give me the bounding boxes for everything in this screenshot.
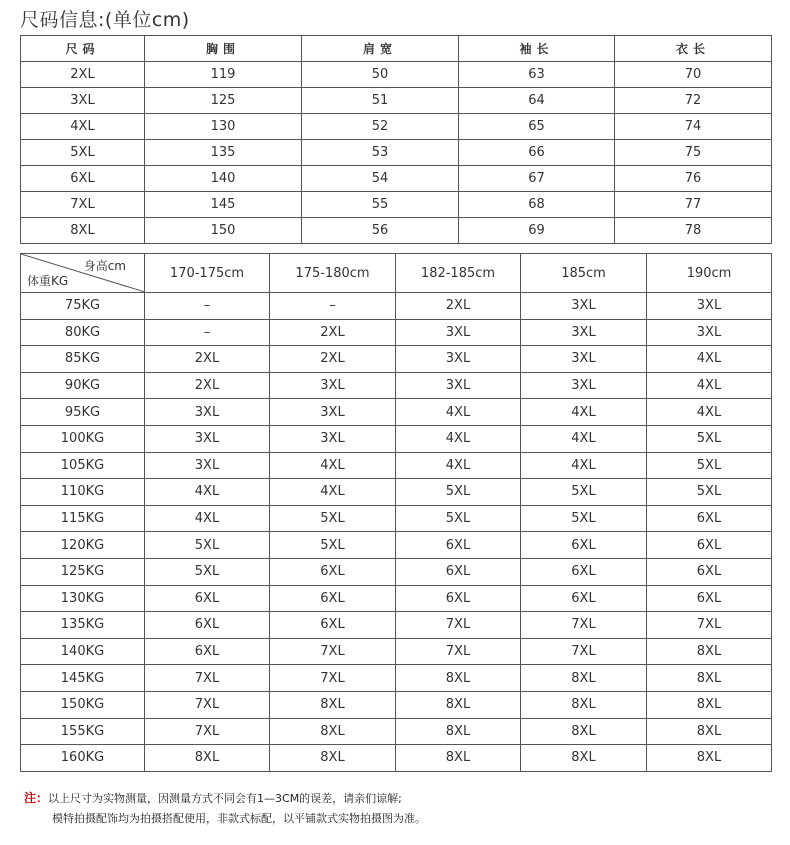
table-cell: 6XL [647,558,772,585]
table-row [21,638,772,665]
note-line-1 [24,789,402,806]
page-title: 尺码信息:(单位cm) [20,9,190,31]
table-cell: 3XL [647,293,772,320]
table-cell: 6XL [145,612,270,639]
table-cell: 8XL [521,718,647,745]
table-row [21,140,772,166]
table-row [21,372,772,399]
table-row [21,88,772,114]
table-cell: 5XL [647,452,772,479]
table-cell: 5XL [145,532,270,559]
table-cell: 150 [145,218,302,244]
table-cell: 90KG [21,372,145,399]
table-cell: 2XL [21,62,145,88]
table-cell: 105KG [21,452,145,479]
table-cell: 110KG [21,479,145,506]
table-cell: 4XL [521,452,647,479]
table-cell: 95KG [21,399,145,426]
table-cell: 8XL [396,718,521,745]
table-cell: 77 [615,192,772,218]
table-cell: 5XL [396,505,521,532]
table-cell: 7XL [521,638,647,665]
table-cell: 2XL [145,372,270,399]
table-cell: 2XL [270,319,396,346]
table-cell: 4XL [521,399,647,426]
table-cell: 5XL [21,140,145,166]
table-cell: 7XL [145,718,270,745]
table-cell: 4XL [145,505,270,532]
table-row [21,293,772,320]
header-sleeve: 袖长 [459,36,615,62]
note-line-2 [52,810,426,826]
header-height-range: 170-175cm [145,254,270,293]
table-cell: 8XL [270,718,396,745]
table-cell: 3XL [145,452,270,479]
table-cell: 4XL [647,372,772,399]
table-cell: 7XL [270,665,396,692]
table-cell: 85KG [21,346,145,373]
table-cell: 6XL [521,532,647,559]
table-cell: – [270,293,396,320]
table-row [21,166,772,192]
table-cell: 8XL [647,718,772,745]
table-cell: 4XL [396,425,521,452]
table-cell: 130 [145,114,302,140]
table-cell: 4XL [21,114,145,140]
corner-header-cell [21,254,145,293]
table-cell: 4XL [521,425,647,452]
table-cell: 7XL [521,612,647,639]
table-row [21,319,772,346]
table-cell: 8XL [647,745,772,772]
header-height-range: 190cm [647,254,772,293]
table-cell: 6XL [396,585,521,612]
table-cell: 8XL [21,218,145,244]
table-cell: 78 [615,218,772,244]
table-cell: 3XL [396,372,521,399]
table-cell: 6XL [521,558,647,585]
table-cell: 155KG [21,718,145,745]
table-cell: 3XL [270,425,396,452]
table-cell: 135KG [21,612,145,639]
table-cell: 50 [302,62,459,88]
note-text-2: 模特拍摄配饰均为拍摄搭配使用，非款式标配，以平铺款式实物拍摄图为准。 [52,812,426,825]
rec-table-header-row [21,254,772,293]
table-cell: 3XL [521,372,647,399]
table-cell: 53 [302,140,459,166]
table-cell: 140KG [21,638,145,665]
table-cell: 115KG [21,505,145,532]
table-cell: 145 [145,192,302,218]
table-row [21,558,772,585]
table-cell: 6XL [270,612,396,639]
table-cell: 7XL [145,691,270,718]
table-row [21,192,772,218]
table-row [21,585,772,612]
weight-axis-label: 体重KG [27,274,69,288]
table-cell: 6XL [145,638,270,665]
table-cell: 8XL [521,691,647,718]
table-cell: 120KG [21,532,145,559]
table-cell: 72 [615,88,772,114]
table-cell: 3XL [521,293,647,320]
size-info-table [20,35,772,244]
table-cell: 130KG [21,585,145,612]
table-row [21,218,772,244]
table-cell: 5XL [647,479,772,506]
table-cell: 75 [615,140,772,166]
table-cell: 6XL [647,532,772,559]
size-table-header-row [21,36,772,62]
table-row [21,718,772,745]
table-cell: 3XL [521,319,647,346]
table-cell: 3XL [521,346,647,373]
table-cell: 7XL [145,665,270,692]
table-cell: 8XL [521,745,647,772]
table-row [21,505,772,532]
table-cell: 5XL [396,479,521,506]
table-cell: 8XL [396,665,521,692]
table-cell: 4XL [647,399,772,426]
table-cell: 135 [145,140,302,166]
table-cell: 3XL [270,372,396,399]
table-cell: 8XL [396,691,521,718]
table-cell: 64 [459,88,615,114]
table-row [21,691,772,718]
table-cell: 140 [145,166,302,192]
table-cell: 6XL [647,505,772,532]
table-cell: 160KG [21,745,145,772]
table-cell: 6XL [521,585,647,612]
table-cell: 56 [302,218,459,244]
table-cell: 150KG [21,691,145,718]
header-height-range: 185cm [521,254,647,293]
table-cell: 76 [615,166,772,192]
table-cell: 3XL [270,399,396,426]
table-cell: 3XL [21,88,145,114]
table-cell: 3XL [145,425,270,452]
table-cell: 4XL [145,479,270,506]
table-cell: 68 [459,192,615,218]
table-cell: 7XL [396,638,521,665]
table-cell: 80KG [21,319,145,346]
table-cell: 125 [145,88,302,114]
table-cell: 5XL [647,425,772,452]
note-label: 注： [24,791,49,805]
table-row [21,425,772,452]
table-cell: 5XL [145,558,270,585]
table-cell: 6XL [145,585,270,612]
header-size: 尺码 [21,36,145,62]
table-cell: 6XL [270,585,396,612]
table-row [21,452,772,479]
table-row [21,532,772,559]
table-cell: 54 [302,166,459,192]
table-cell: – [145,293,270,320]
table-cell: 69 [459,218,615,244]
table-cell: 125KG [21,558,145,585]
table-row [21,399,772,426]
table-cell: 51 [302,88,459,114]
size-recommendation-table [20,253,772,772]
table-row [21,479,772,506]
table-cell: 6XL [21,166,145,192]
table-cell: 8XL [647,638,772,665]
table-cell: 145KG [21,665,145,692]
table-cell: 100KG [21,425,145,452]
table-row [21,62,772,88]
table-cell: 8XL [647,665,772,692]
table-row [21,612,772,639]
header-shoulder: 肩宽 [302,36,459,62]
table-row [21,346,772,373]
table-cell: 4XL [270,479,396,506]
table-cell: 5XL [270,532,396,559]
table-cell: 3XL [145,399,270,426]
table-cell: 75KG [21,293,145,320]
table-cell: 4XL [647,346,772,373]
table-cell: 4XL [396,399,521,426]
table-cell: 67 [459,166,615,192]
table-cell: 74 [615,114,772,140]
table-cell: 5XL [521,505,647,532]
table-cell: 7XL [396,612,521,639]
table-row [21,745,772,772]
table-cell: 8XL [396,745,521,772]
table-cell: 3XL [396,319,521,346]
table-cell: 6XL [270,558,396,585]
table-cell: 8XL [647,691,772,718]
table-cell: 70 [615,62,772,88]
table-row [21,665,772,692]
table-cell: 6XL [396,532,521,559]
table-cell: 119 [145,62,302,88]
table-cell: 3XL [647,319,772,346]
header-height-range: 182-185cm [396,254,521,293]
header-height-range: 175-180cm [270,254,396,293]
table-cell: 4XL [270,452,396,479]
table-cell: 2XL [396,293,521,320]
table-cell: 8XL [270,691,396,718]
table-cell: 5XL [270,505,396,532]
table-row [21,114,772,140]
table-cell: 3XL [396,346,521,373]
table-cell: 2XL [270,346,396,373]
table-cell: 63 [459,62,615,88]
header-length: 衣长 [615,36,772,62]
table-cell: 65 [459,114,615,140]
table-cell: 6XL [647,585,772,612]
note-text-1: 以上尺寸为实物测量，因测量方式不同会有1—3CM的误差，请亲们谅解; [48,792,402,805]
table-cell: 8XL [270,745,396,772]
height-axis-label: 身高cm [83,259,126,273]
table-cell: 8XL [521,665,647,692]
table-cell: 4XL [396,452,521,479]
table-cell: 5XL [521,479,647,506]
table-cell: 6XL [396,558,521,585]
table-cell: 8XL [145,745,270,772]
table-cell: 2XL [145,346,270,373]
table-cell: 66 [459,140,615,166]
table-cell: 7XL [270,638,396,665]
header-chest: 胸围 [145,36,302,62]
table-cell: 55 [302,192,459,218]
table-cell: 52 [302,114,459,140]
table-cell: – [145,319,270,346]
table-cell: 7XL [647,612,772,639]
table-cell: 7XL [21,192,145,218]
